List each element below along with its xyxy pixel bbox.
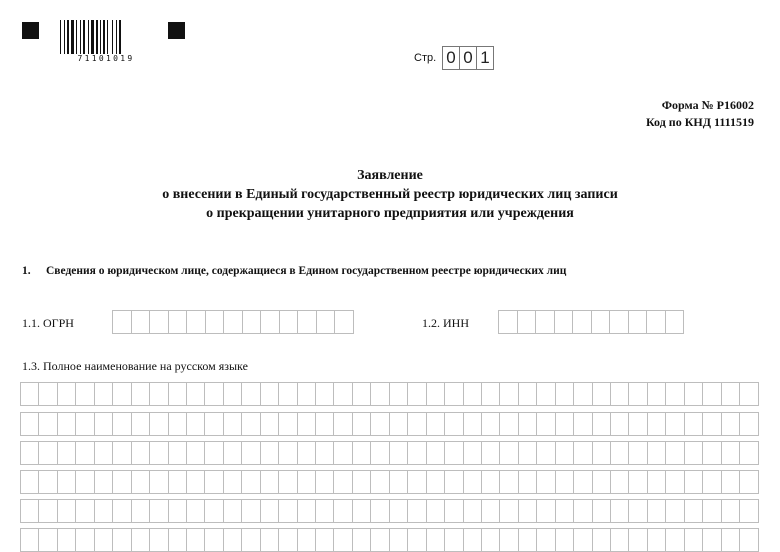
char-cell[interactable] <box>685 528 703 552</box>
char-cell[interactable] <box>20 528 39 552</box>
char-cell[interactable] <box>76 470 94 494</box>
char-cell[interactable] <box>666 470 684 494</box>
char-cell[interactable] <box>224 441 242 465</box>
char-cell[interactable] <box>298 499 316 523</box>
char-cell[interactable] <box>39 441 57 465</box>
char-cell[interactable] <box>113 499 131 523</box>
char-cell[interactable] <box>187 499 205 523</box>
char-cell[interactable] <box>187 412 205 436</box>
char-cell[interactable] <box>95 441 113 465</box>
char-cell[interactable] <box>132 382 150 406</box>
char-cell[interactable] <box>353 441 371 465</box>
char-cell[interactable] <box>427 441 445 465</box>
char-cell[interactable] <box>316 470 334 494</box>
char-cell[interactable] <box>150 412 168 436</box>
char-cell[interactable] <box>20 441 39 465</box>
char-cell[interactable] <box>279 412 297 436</box>
char-cell[interactable] <box>95 412 113 436</box>
char-cell[interactable] <box>500 470 518 494</box>
char-cell[interactable] <box>648 499 666 523</box>
char-cell[interactable] <box>353 382 371 406</box>
char-cell[interactable] <box>187 310 206 334</box>
char-cell[interactable] <box>316 441 334 465</box>
char-cell[interactable] <box>408 412 426 436</box>
char-cell[interactable] <box>482 499 500 523</box>
char-cell[interactable] <box>648 382 666 406</box>
char-cell[interactable] <box>574 412 592 436</box>
char-cell[interactable] <box>205 382 223 406</box>
page-digit: 0 <box>459 46 477 70</box>
char-cell[interactable] <box>666 382 684 406</box>
char-cell[interactable] <box>647 310 666 334</box>
char-cell[interactable] <box>427 470 445 494</box>
char-cell[interactable] <box>317 310 336 334</box>
char-cell[interactable] <box>334 528 352 552</box>
char-cell[interactable] <box>610 310 629 334</box>
char-cell[interactable] <box>427 382 445 406</box>
section-number: 1. <box>22 265 31 277</box>
char-cell[interactable] <box>685 441 703 465</box>
char-cell[interactable] <box>722 382 740 406</box>
char-cell[interactable] <box>519 412 537 436</box>
char-cell[interactable] <box>113 528 131 552</box>
char-cell[interactable] <box>371 382 389 406</box>
char-cell[interactable] <box>703 499 721 523</box>
char-cell[interactable] <box>574 528 592 552</box>
ogrn-label: 1.1. ОГРН <box>22 316 74 330</box>
char-cell[interactable] <box>371 441 389 465</box>
char-cell[interactable] <box>261 382 279 406</box>
char-cell[interactable] <box>205 412 223 436</box>
char-cell[interactable] <box>556 528 574 552</box>
char-cell[interactable] <box>132 412 150 436</box>
char-cell[interactable] <box>150 499 168 523</box>
char-cell[interactable] <box>592 310 611 334</box>
char-cell[interactable] <box>298 412 316 436</box>
char-cell[interactable] <box>611 382 629 406</box>
char-cell[interactable] <box>371 470 389 494</box>
char-cell[interactable] <box>537 382 555 406</box>
char-cell[interactable] <box>740 441 758 465</box>
char-cell[interactable] <box>666 310 685 334</box>
char-cell[interactable] <box>519 499 537 523</box>
char-cell[interactable] <box>76 441 94 465</box>
char-cell[interactable] <box>95 528 113 552</box>
char-cell[interactable] <box>556 382 574 406</box>
page-label: Стр. <box>414 52 437 64</box>
char-cell[interactable] <box>390 382 408 406</box>
char-cell[interactable] <box>464 382 482 406</box>
char-cell[interactable] <box>408 441 426 465</box>
char-cell[interactable] <box>335 310 354 334</box>
char-cell[interactable] <box>703 412 721 436</box>
char-cell[interactable] <box>740 412 758 436</box>
char-cell[interactable] <box>150 382 168 406</box>
char-cell[interactable] <box>58 412 76 436</box>
char-cell[interactable] <box>593 441 611 465</box>
char-cell[interactable] <box>722 441 740 465</box>
char-cell[interactable] <box>390 412 408 436</box>
name-cell-row[interactable] <box>20 382 759 406</box>
char-cell[interactable] <box>20 382 39 406</box>
char-cell[interactable] <box>648 412 666 436</box>
char-cell[interactable] <box>205 499 223 523</box>
char-cell[interactable] <box>224 310 243 334</box>
char-cell[interactable] <box>593 470 611 494</box>
char-cell[interactable] <box>464 470 482 494</box>
char-cell[interactable] <box>703 441 721 465</box>
char-cell[interactable] <box>334 441 352 465</box>
char-cell[interactable] <box>316 528 334 552</box>
char-cell[interactable] <box>242 412 260 436</box>
char-cell[interactable] <box>298 528 316 552</box>
page-digit: 0 <box>442 46 460 70</box>
char-cell[interactable] <box>205 470 223 494</box>
char-cell[interactable] <box>629 382 647 406</box>
char-cell[interactable] <box>113 470 131 494</box>
name-cell-row[interactable] <box>20 412 759 436</box>
char-cell[interactable] <box>518 310 537 334</box>
char-cell[interactable] <box>20 499 39 523</box>
char-cell[interactable] <box>39 528 57 552</box>
char-cell[interactable] <box>298 441 316 465</box>
char-cell[interactable] <box>685 382 703 406</box>
char-cell[interactable] <box>371 499 389 523</box>
char-cell[interactable] <box>261 412 279 436</box>
char-cell[interactable] <box>76 382 94 406</box>
char-cell[interactable] <box>519 382 537 406</box>
char-cell[interactable] <box>298 470 316 494</box>
char-cell[interactable] <box>261 470 279 494</box>
char-cell[interactable] <box>500 412 518 436</box>
char-cell[interactable] <box>537 528 555 552</box>
char-cell[interactable] <box>629 470 647 494</box>
char-cell[interactable] <box>482 382 500 406</box>
char-cell[interactable] <box>353 528 371 552</box>
char-cell[interactable] <box>150 470 168 494</box>
char-cell[interactable] <box>95 382 113 406</box>
char-cell[interactable] <box>334 412 352 436</box>
char-cell[interactable] <box>112 310 132 334</box>
char-cell[interactable] <box>500 382 518 406</box>
title-line: о прекращении унитарного предприятия или учреждения <box>206 206 574 221</box>
char-cell[interactable] <box>95 470 113 494</box>
char-cell[interactable] <box>132 499 150 523</box>
char-cell[interactable] <box>427 528 445 552</box>
char-cell[interactable] <box>408 499 426 523</box>
char-cell[interactable] <box>261 310 280 334</box>
char-cell[interactable] <box>58 382 76 406</box>
page-digit: 1 <box>476 46 494 70</box>
char-cell[interactable] <box>334 382 352 406</box>
char-cell[interactable] <box>574 382 592 406</box>
char-cell[interactable] <box>500 528 518 552</box>
char-cell[interactable] <box>666 412 684 436</box>
char-cell[interactable] <box>648 528 666 552</box>
char-cell[interactable] <box>279 528 297 552</box>
char-cell[interactable] <box>58 441 76 465</box>
barcode-number: 71101019 <box>77 54 135 63</box>
char-cell[interactable] <box>243 310 262 334</box>
char-cell[interactable] <box>722 412 740 436</box>
char-cell[interactable] <box>611 499 629 523</box>
char-cell[interactable] <box>279 382 297 406</box>
char-cell[interactable] <box>76 412 94 436</box>
char-cell[interactable] <box>574 441 592 465</box>
char-cell[interactable] <box>95 499 113 523</box>
section-title: Сведения о юридическом лице, содержащиеся в Едином государственном реестре юридических лиц <box>46 265 567 277</box>
char-cell[interactable] <box>224 499 242 523</box>
char-cell[interactable] <box>20 412 39 436</box>
char-cell[interactable] <box>629 412 647 436</box>
char-cell[interactable] <box>187 470 205 494</box>
char-cell[interactable] <box>537 412 555 436</box>
char-cell[interactable] <box>39 412 57 436</box>
char-cell[interactable] <box>482 470 500 494</box>
char-cell[interactable] <box>242 528 260 552</box>
char-cell[interactable] <box>445 470 463 494</box>
char-cell[interactable] <box>20 470 39 494</box>
char-cell[interactable] <box>574 499 592 523</box>
char-cell[interactable] <box>242 470 260 494</box>
char-cell[interactable] <box>685 412 703 436</box>
char-cell[interactable] <box>500 441 518 465</box>
inn-input[interactable] <box>498 310 684 334</box>
char-cell[interactable] <box>536 310 555 334</box>
char-cell[interactable] <box>132 310 151 334</box>
char-cell[interactable] <box>261 528 279 552</box>
char-cell[interactable] <box>353 470 371 494</box>
char-cell[interactable] <box>169 470 187 494</box>
char-cell[interactable] <box>482 528 500 552</box>
char-cell[interactable] <box>537 470 555 494</box>
char-cell[interactable] <box>39 470 57 494</box>
char-cell[interactable] <box>445 441 463 465</box>
char-cell[interactable] <box>316 499 334 523</box>
char-cell[interactable] <box>408 382 426 406</box>
char-cell[interactable] <box>187 441 205 465</box>
char-cell[interactable] <box>39 382 57 406</box>
char-cell[interactable] <box>150 441 168 465</box>
char-cell[interactable] <box>113 441 131 465</box>
char-cell[interactable] <box>722 499 740 523</box>
char-cell[interactable] <box>390 528 408 552</box>
title-line: Заявление <box>357 168 423 183</box>
char-cell[interactable] <box>500 499 518 523</box>
char-cell[interactable] <box>279 441 297 465</box>
char-cell[interactable] <box>279 499 297 523</box>
char-cell[interactable] <box>169 310 188 334</box>
char-cell[interactable] <box>408 470 426 494</box>
section-heading <box>22 265 566 277</box>
char-cell[interactable] <box>445 528 463 552</box>
char-cell[interactable] <box>334 499 352 523</box>
char-cell[interactable] <box>593 528 611 552</box>
char-cell[interactable] <box>206 310 225 334</box>
char-cell[interactable] <box>611 412 629 436</box>
char-cell[interactable] <box>629 499 647 523</box>
form-number: Форма № Р16002 <box>661 98 754 112</box>
char-cell[interactable] <box>574 470 592 494</box>
char-cell[interactable] <box>556 499 574 523</box>
char-cell[interactable] <box>279 470 297 494</box>
char-cell[interactable] <box>205 528 223 552</box>
char-cell[interactable] <box>685 499 703 523</box>
corner-marker-right <box>168 22 185 39</box>
char-cell[interactable] <box>573 310 592 334</box>
char-cell[interactable] <box>187 528 205 552</box>
char-cell[interactable] <box>464 441 482 465</box>
char-cell[interactable] <box>371 412 389 436</box>
char-cell[interactable] <box>593 499 611 523</box>
char-cell[interactable] <box>169 441 187 465</box>
char-cell[interactable] <box>464 412 482 436</box>
char-cell[interactable] <box>464 528 482 552</box>
char-cell[interactable] <box>224 528 242 552</box>
char-cell[interactable] <box>445 499 463 523</box>
char-cell[interactable] <box>482 412 500 436</box>
char-cell[interactable] <box>242 499 260 523</box>
char-cell[interactable] <box>150 310 169 334</box>
char-cell[interactable] <box>629 310 648 334</box>
char-cell[interactable] <box>242 441 260 465</box>
char-cell[interactable] <box>187 382 205 406</box>
char-cell[interactable] <box>464 499 482 523</box>
document-title <box>0 166 780 223</box>
char-cell[interactable] <box>427 499 445 523</box>
char-cell[interactable] <box>519 470 537 494</box>
char-cell[interactable] <box>611 441 629 465</box>
char-cell[interactable] <box>132 441 150 465</box>
char-cell[interactable] <box>611 470 629 494</box>
char-cell[interactable] <box>224 412 242 436</box>
char-cell[interactable] <box>666 528 684 552</box>
char-cell[interactable] <box>629 441 647 465</box>
char-cell[interactable] <box>703 382 721 406</box>
char-cell[interactable] <box>169 382 187 406</box>
char-cell[interactable] <box>353 412 371 436</box>
char-cell[interactable] <box>150 528 168 552</box>
name-cell-row[interactable] <box>20 441 759 465</box>
char-cell[interactable] <box>390 441 408 465</box>
char-cell[interactable] <box>703 528 721 552</box>
char-cell[interactable] <box>648 441 666 465</box>
char-cell[interactable] <box>132 528 150 552</box>
char-cell[interactable] <box>537 499 555 523</box>
char-cell[interactable] <box>519 528 537 552</box>
title-line: о внесении в Единый государственный реестр юридических лиц записи <box>162 187 618 202</box>
char-cell[interactable] <box>58 470 76 494</box>
char-cell[interactable] <box>371 528 389 552</box>
char-cell[interactable] <box>722 470 740 494</box>
char-cell[interactable] <box>593 382 611 406</box>
char-cell[interactable] <box>298 310 317 334</box>
barcode <box>60 20 152 56</box>
knd-code: Код по КНД 1111519 <box>645 115 754 129</box>
char-cell[interactable] <box>722 528 740 552</box>
char-cell[interactable] <box>224 382 242 406</box>
char-cell[interactable] <box>113 412 131 436</box>
char-cell[interactable] <box>316 382 334 406</box>
char-cell[interactable] <box>169 528 187 552</box>
char-cell[interactable] <box>224 470 242 494</box>
char-cell[interactable] <box>703 470 721 494</box>
char-cell[interactable] <box>629 528 647 552</box>
char-cell[interactable] <box>648 470 666 494</box>
char-cell[interactable] <box>666 441 684 465</box>
char-cell[interactable] <box>390 470 408 494</box>
char-cell[interactable] <box>280 310 299 334</box>
char-cell[interactable] <box>498 310 518 334</box>
char-cell[interactable] <box>390 499 408 523</box>
char-cell[interactable] <box>58 528 76 552</box>
char-cell[interactable] <box>261 441 279 465</box>
char-cell[interactable] <box>58 499 76 523</box>
char-cell[interactable] <box>169 499 187 523</box>
char-cell[interactable] <box>132 470 150 494</box>
inn-label: 1.2. ИНН <box>422 316 469 330</box>
ogrn-input[interactable] <box>112 310 354 334</box>
char-cell[interactable] <box>482 441 500 465</box>
char-cell[interactable] <box>666 499 684 523</box>
char-cell[interactable] <box>298 382 316 406</box>
char-cell[interactable] <box>76 499 94 523</box>
char-cell[interactable] <box>316 412 334 436</box>
char-cell[interactable] <box>611 528 629 552</box>
char-cell[interactable] <box>556 470 574 494</box>
char-cell[interactable] <box>740 499 758 523</box>
char-cell[interactable] <box>445 382 463 406</box>
char-cell[interactable] <box>169 412 187 436</box>
name-cell-row[interactable] <box>20 528 759 552</box>
page-number-cells <box>442 46 493 70</box>
char-cell[interactable] <box>740 382 758 406</box>
char-cell[interactable] <box>427 412 445 436</box>
char-cell[interactable] <box>242 382 260 406</box>
full-name-label: 1.3. Полное наименование на русском языке <box>22 359 248 373</box>
char-cell[interactable] <box>113 382 131 406</box>
corner-marker-left <box>22 22 39 39</box>
char-cell[interactable] <box>445 412 463 436</box>
name-cell-row[interactable] <box>20 499 759 523</box>
char-cell[interactable] <box>555 310 574 334</box>
char-cell[interactable] <box>39 499 57 523</box>
char-cell[interactable] <box>334 470 352 494</box>
char-cell[interactable] <box>593 412 611 436</box>
char-cell[interactable] <box>556 441 574 465</box>
char-cell[interactable] <box>556 412 574 436</box>
char-cell[interactable] <box>205 441 223 465</box>
name-cell-row[interactable] <box>20 470 759 494</box>
char-cell[interactable] <box>261 499 279 523</box>
char-cell[interactable] <box>740 470 758 494</box>
char-cell[interactable] <box>353 499 371 523</box>
char-cell[interactable] <box>685 470 703 494</box>
char-cell[interactable] <box>76 528 94 552</box>
char-cell[interactable] <box>537 441 555 465</box>
char-cell[interactable] <box>740 528 758 552</box>
char-cell[interactable] <box>408 528 426 552</box>
char-cell[interactable] <box>519 441 537 465</box>
